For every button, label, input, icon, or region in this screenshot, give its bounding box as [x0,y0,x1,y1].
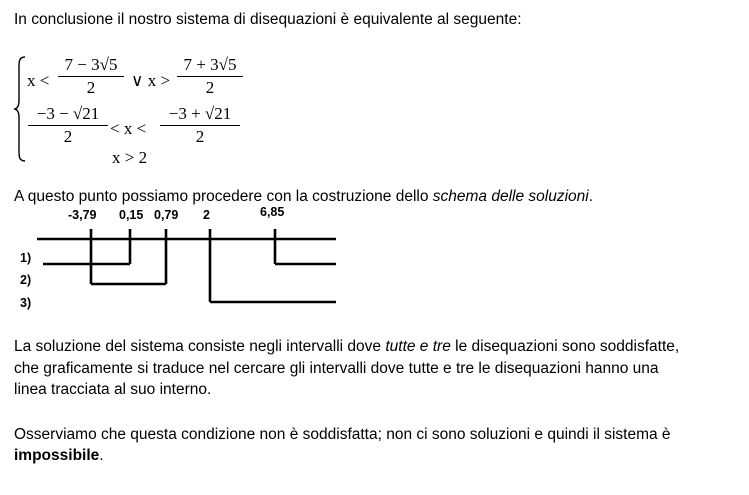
row1-mid: ∨ x > [131,71,171,90]
tick-label: 0,15 [119,208,144,222]
conclusion-p2-end: . [99,447,104,464]
row2-frac1-num: −3 − √21 [28,104,108,126]
tick-label: 2 [203,208,210,222]
schema-intro-post: . [588,188,594,205]
tick-label: -3,79 [68,208,97,222]
row2-frac2-num: −3 + √21 [160,104,240,126]
row-label: 2) [20,273,32,287]
row-label: 1) [20,251,32,265]
intro-text: In conclusione il nostro sistema di disequazioni è equivalente al seguente: [14,11,522,28]
row1-frac2-den: 2 [205,78,215,97]
schema-intro-pre: A questo punto possiamo procedere con la costruzione dello [14,188,433,205]
tick-label: 6,85 [260,205,285,219]
conclusion-p2-line2 [14,445,104,467]
conclusion-p1-line1 [14,336,679,358]
conclusion-p2-bold: impossibile [14,447,100,464]
row1-lhs: x < [27,71,50,90]
row2-frac1-den: 2 [63,127,73,146]
row3-inequality: x > 2 [112,148,148,167]
conclusion-p1-line2: che graficamente si traduce nel cercare gli intervalli dove tutte e tre le disequazioni hanno una [14,360,659,377]
conclusion-p2-line1: Osserviamo che questa condizione non è soddisfatta; non ci sono soluzioni e quindi il sistema è [14,426,671,443]
conclusion-p1-b: le disequazioni sono soddisfatte, [450,338,680,355]
row1-frac1-num: 7 − 3√5 [58,55,124,77]
row-label: 3) [20,296,32,310]
row2-mid: < x < [110,119,147,138]
tick-label: 0,79 [154,208,179,222]
conclusion-p1-line3: linea tracciata al suo interno. [14,381,212,398]
row2-frac2-den: 2 [195,127,205,146]
row1-frac2-num: 7 + 3√5 [177,55,243,77]
row1-frac1-den: 2 [86,78,96,97]
conclusion-p1-a: La soluzione del sistema consiste negli intervalli dove [14,338,386,355]
conclusion-p1-em: tutte e tre [385,338,451,355]
schema-intro-em: schema delle soluzioni [432,188,589,205]
